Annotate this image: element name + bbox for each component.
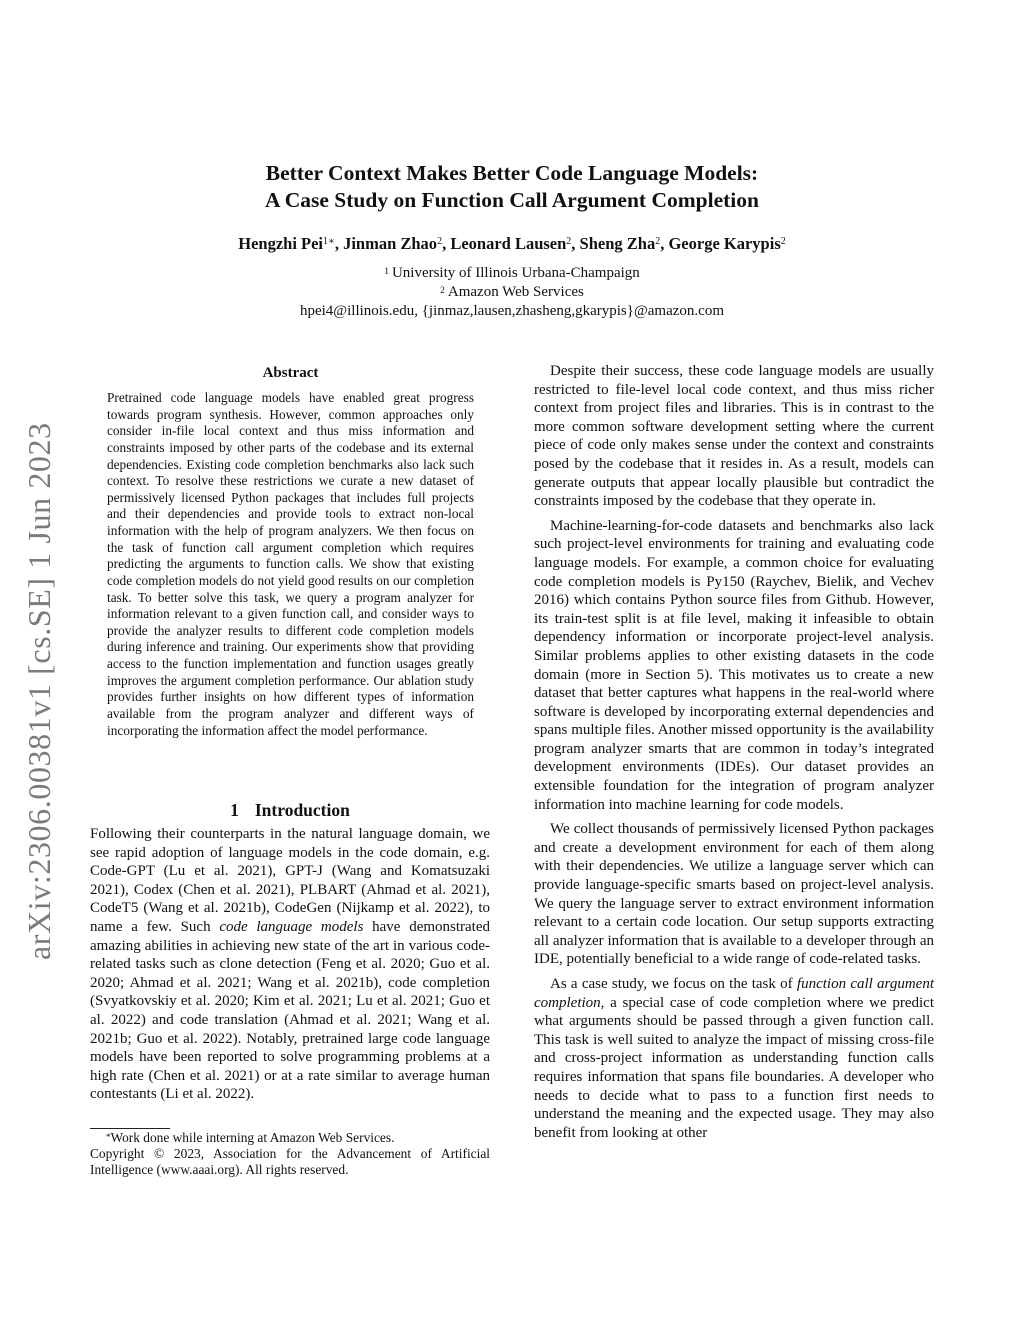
author-emails: hpei4@illinois.edu, {jinmaz,lausen,zhasheng,gkarypis}@amazon.com [299, 303, 724, 319]
author-affiliation-mark: 2 [566, 236, 572, 247]
arxiv-identifier-stamp: arXiv:2306.00381v1 [cs.SE] 1 Jun 2023 [21, 422, 57, 960]
title-line-2: A Case Study on Function Call Argument Completion [265, 188, 759, 212]
intro-p5-emphasis: function call argument completion [534, 976, 935, 1011]
author-affiliation-mark: 1∗ [323, 236, 335, 247]
author-separator: , [442, 234, 451, 253]
abstract-heading: Abstract [262, 365, 319, 381]
footnote-text: Work done while interning at Amazon Web Services. [110, 1130, 395, 1145]
author-affiliation-mark: 2 [655, 236, 661, 247]
affiliation-number: 1 [384, 267, 389, 277]
author-name: Leonard Lausen [450, 234, 567, 253]
author-affiliation-mark: 2 [780, 236, 786, 247]
copyright-notice: Copyright © 2023, Association for the Advancement of Artificial Intelligence (www.aaai.org). All rights reserved. [90, 1146, 490, 1178]
intro-p1-emphasis: code language models [219, 918, 364, 935]
intro-paragraph-2: Despite their success, these code language models are usually restricted to file-level local code context, and thus miss richer context from project files and libraries. This is in contrast to the more common software development setting where the current piece of code only makes sense under the context and constraints posed by the codebase that it resides in. As a result, models can generate outputs that appear locally plausible but contradict the constraints imposed by the codebase that they operate in. [534, 363, 934, 510]
author-name: Sheng Zha [579, 234, 656, 253]
affiliation-name: University of Illinois Urbana-Champaign [391, 265, 640, 281]
section-title: Introduction [254, 800, 350, 820]
intro-p1-text: Following their counterparts in the natural language domain, we see rapid adoption of language models in the code domain, e.g. Code-GPT (Lu et al. 2021), GPT-J (Wang and Komatsuzaki 2021), Codex (Chen et al. 2021), PLBART (Ahmad et al. 2021), CodeT5 (Wang et al. 2021b), CodeGen (Nijkamp et al. 2022), to name a few. Such [90, 826, 490, 935]
author-affiliation-mark: 2 [437, 236, 443, 247]
intro-paragraph-1 [90, 825, 490, 1104]
title-line-1: Better Context Makes Better Code Language Models: [265, 161, 759, 185]
author-separator: , [571, 234, 580, 253]
intro-paragraph-4: We collect thousands of permissively licensed Python packages and create a development environment for each of them along with their dependencies. We utilize a language server which can provide language-specific smarts based on project-level analysis. We query the language server to extract environment information relevant to a certain code location. Our setup supports extracting all analyzer information that is available to a developer through an IDE, potentially beneficial to a wide range of code-related tasks. [534, 821, 934, 968]
footnote-work-done [90, 1130, 490, 1146]
section-number: 1 [230, 800, 239, 820]
left-column-body [90, 825, 490, 1110]
intro-paragraph-5 [534, 975, 934, 1142]
affiliation-1 [0, 264, 1024, 283]
abstract-text: Pretrained code language models have enabled great progress towards program synthesis. However, common approaches only consider in-file local context and thus miss information and constraints imposed by other parts of the codebase and its external dependencies. Existing code completion benchmarks also lack such context. To resolve these restrictions we curate a new dataset of permissively licensed Python packages that includes full projects and their dependencies and provide tools to extract non-local information with the help of program analyzers. We then focus on the task of function call argument completion which requires predicting the arguments to function calls. We show that existing code completion models do not yield good results on our completion task. To better solve this task, we query a program analyzer for information relevant to a given function call, and consider ways to provide the analyzer results to different code completion models during inference and training. Our experiments show that providing access to the function implementation and function usages greatly improves the argument completion performance. Our ablation study provides further insights on how different types of information available from the program analyzer and different ways of incorporating the information affect the model performance. [107, 390, 474, 738]
affiliation-number: 2 [440, 286, 445, 296]
affiliation-name: Amazon Web Services [447, 284, 584, 300]
right-column-body [534, 362, 934, 1148]
affiliation-2 [0, 283, 1024, 302]
intro-paragraph-3: Machine-learning-for-code datasets and benchmarks also lack such project-level environments for training and evaluating code language models. For example, a common choice for evaluating code completion models is Py150 (Raychev, Bielik, and Vechev 2016) which contains Python source files from Github. However, its train-test split is at file level, making it infeasible to obtain dependency information or incorporate project-level analysis. Similar problems applies to other existing datasets in the code domain (more in Section 5). This motivates us to create a new dataset that better captures what happens in the real-world where software is developed by incorporating external dependencies and spans multiple files. Another missed opportunity is the availability program analyzer smarts that are common in today’s integrated development environments (IDEs). Our dataset provides an extensible foundation for the integration of program analyzer information into machine learning for code models. [534, 517, 934, 813]
intro-p5-text: As a case study, we focus on the task of [550, 976, 797, 992]
author-name: George Karypis [668, 234, 781, 253]
footnote-rule [90, 1128, 170, 1129]
author-list [0, 233, 1024, 255]
footnote-mark: * [106, 1132, 111, 1142]
author-separator: , [334, 234, 344, 253]
intro-p1-text-cont: have demonstrated amazing abilities in achieving new state of the art in various code-related tasks such as clone detection (Feng et al. 2020; Guo et al. 2020; Ahmad et al. 2021; Wang et al. 2021b), code completion (Svyatkovskiy et al. 2020; Kim et al. 2021; Lu et al. 2021; Guo et al. 2022) and code translation (Ahmad et al. 2021; Wang et al. 2021b; Guo et al. 2022). Notably, pretrained large code language models have been reported to solve programming problems at a high rate (Chen et al. 2021) or at a rate similar to average human contestants (Li et al. 2022). [90, 918, 491, 1103]
author-separator: , [660, 234, 669, 253]
paper-title [0, 160, 1024, 214]
author-name: Hengzhi Pei [238, 234, 324, 253]
section-heading-introduction [90, 799, 490, 821]
author-name: Jinman Zhao [343, 234, 438, 253]
intro-p5-text-cont: , a special case of code completion where we predict what arguments should be passed through a given function call. This task is well suited to analyze the impact of missing cross-file and cross-project information as understanding function calls requires information that spans file boundaries. A developer who needs to decide what to pass to a function first needs to understand the meaning and the expected usage. They may also benefit from looking at other [534, 994, 934, 1141]
